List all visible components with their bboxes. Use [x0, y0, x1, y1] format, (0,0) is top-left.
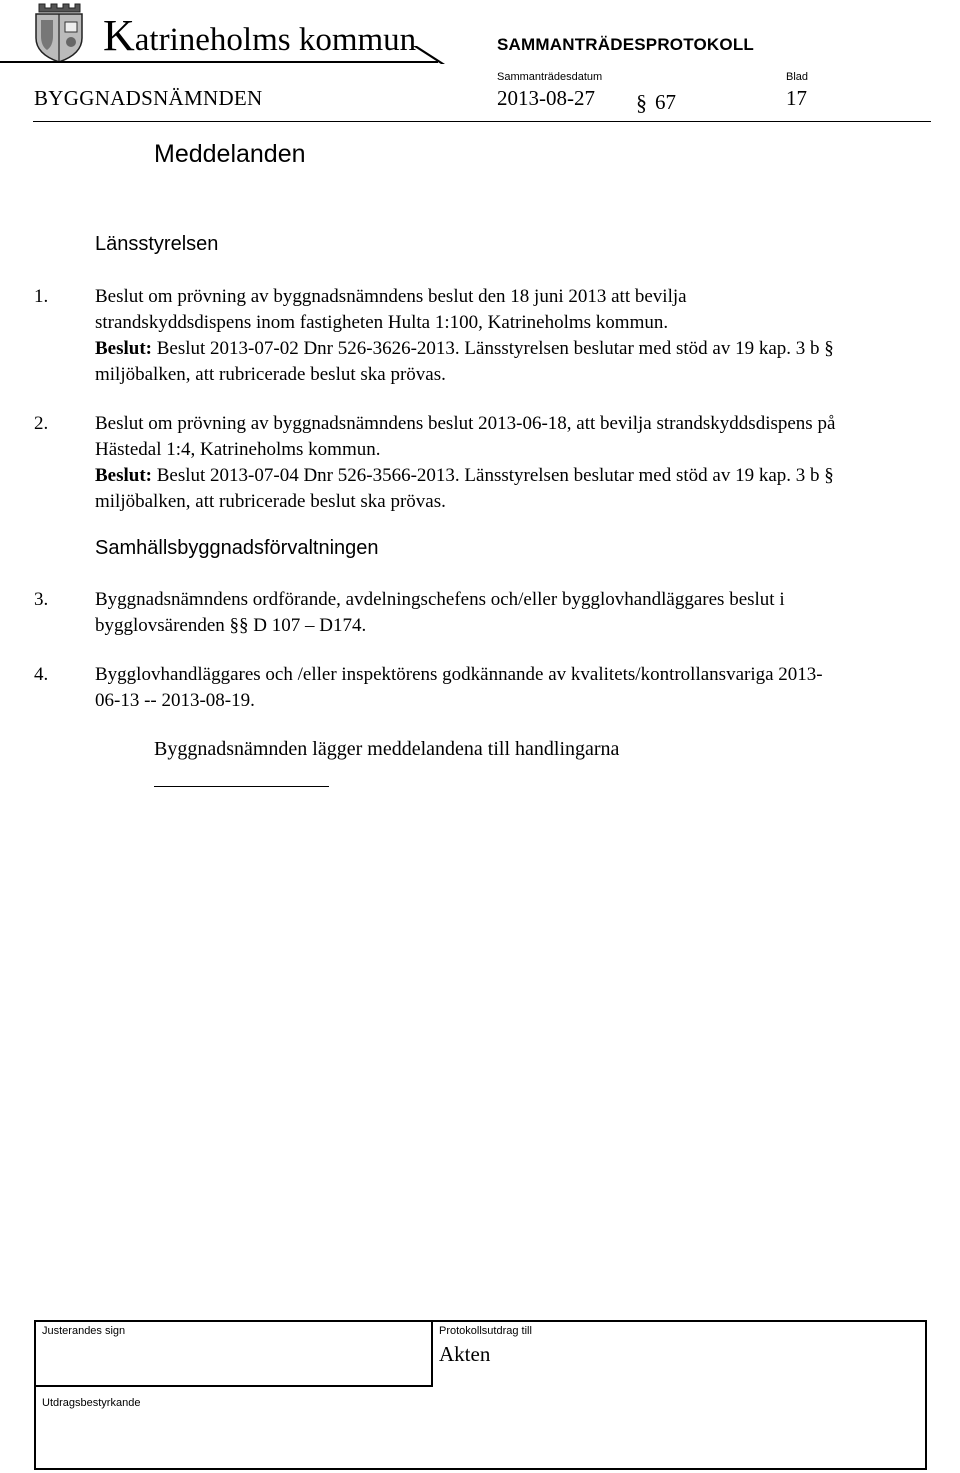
item-line — [95, 336, 954, 362]
footer-divider-vertical — [431, 1320, 433, 1387]
item-line: 06-13 -- 2013-08-19. — [95, 690, 255, 711]
extract-to-label: Protokollsutdrag till — [439, 1325, 532, 1337]
decision-text: Beslut 2013-07-02 Dnr 526-3626-2013. Länsstyrelsen beslutar med stöd av 19 kap. 3 b § — [152, 338, 834, 359]
document-type: SAMMANTRÄDESPROTOKOLL — [497, 35, 754, 54]
item-text — [95, 411, 954, 515]
municipality-name — [103, 11, 417, 60]
sheet-number: 17 — [786, 86, 807, 110]
decision-label: Beslut: — [95, 465, 152, 486]
item-text — [95, 284, 954, 388]
item-text — [95, 587, 954, 639]
logo-initial: K — [103, 11, 135, 60]
section-heading-samhallsbyggnad: Samhällsbyggnadsförvaltningen — [95, 537, 379, 559]
item-line — [95, 463, 954, 489]
board-name: BYGGNADSNÄMNDEN — [34, 86, 263, 110]
item-text — [95, 662, 954, 714]
coat-of-arms-icon — [33, 2, 85, 64]
paragraph-sign: § — [636, 90, 647, 115]
item-line: Bygglovhandläggares och /eller inspektörens godkännande av kvalitets/kontrollansvariga 2013- — [95, 664, 823, 685]
item-number: 4. — [34, 664, 49, 685]
item-number: 1. — [34, 286, 49, 307]
item-line: Beslut om prövning av byggnadsnämndens beslut 2013-06-18, att bevilja strandskyddsdispens på — [95, 413, 836, 434]
section-heading-lansstyrelsen: Länsstyrelsen — [95, 233, 219, 255]
footer-divider-horizontal — [34, 1385, 433, 1387]
item-line: strandskyddsdispens inom fastigheten Hulta 1:100, Katrineholms kommun. — [95, 312, 669, 333]
adjuster-sign-label: Justerandes sign — [42, 1325, 126, 1337]
item-number: 2. — [34, 413, 49, 434]
item-line: miljöbalken, att rubricerade beslut ska prövas. — [95, 364, 446, 385]
page-title: Meddelanden — [154, 140, 306, 168]
signature-line — [154, 786, 329, 787]
logo-rest: atrineholms kommun — [134, 22, 417, 58]
decision-label: Beslut: — [95, 338, 152, 359]
logo-underline — [0, 61, 438, 63]
sheet-label: Blad — [786, 71, 809, 83]
item-line: bygglovsärenden §§ D 107 – D174. — [95, 615, 367, 636]
item-line: Byggnadsnämndens ordförande, avdelningschefens och/eller bygglovhandläggares beslut i — [95, 589, 785, 610]
item-line: miljöbalken, att rubricerade beslut ska prövas. — [95, 491, 446, 512]
extract-certification-label: Utdragsbestyrkande — [42, 1397, 141, 1409]
item-line: Beslut om prövning av byggnadsnämndens beslut den 18 juni 2013 att bevilja — [95, 286, 687, 307]
decision-statement: Byggnadsnämnden lägger meddelandena till handlingarna — [154, 738, 620, 760]
meeting-date: 2013-08-27 — [497, 86, 595, 110]
paragraph-number: 67 — [655, 90, 676, 114]
header-divider — [33, 121, 931, 122]
extract-to-value: Akten — [439, 1342, 491, 1366]
decision-text: Beslut 2013-07-04 Dnr 526-3566-2013. Länsstyrelsen beslutar med stöd av 19 kap. 3 b § — [152, 465, 834, 486]
item-line: Hästedal 1:4, Katrineholms kommun. — [95, 439, 381, 460]
meeting-date-label: Sammanträdesdatum — [497, 71, 603, 83]
item-number: 3. — [34, 589, 49, 610]
